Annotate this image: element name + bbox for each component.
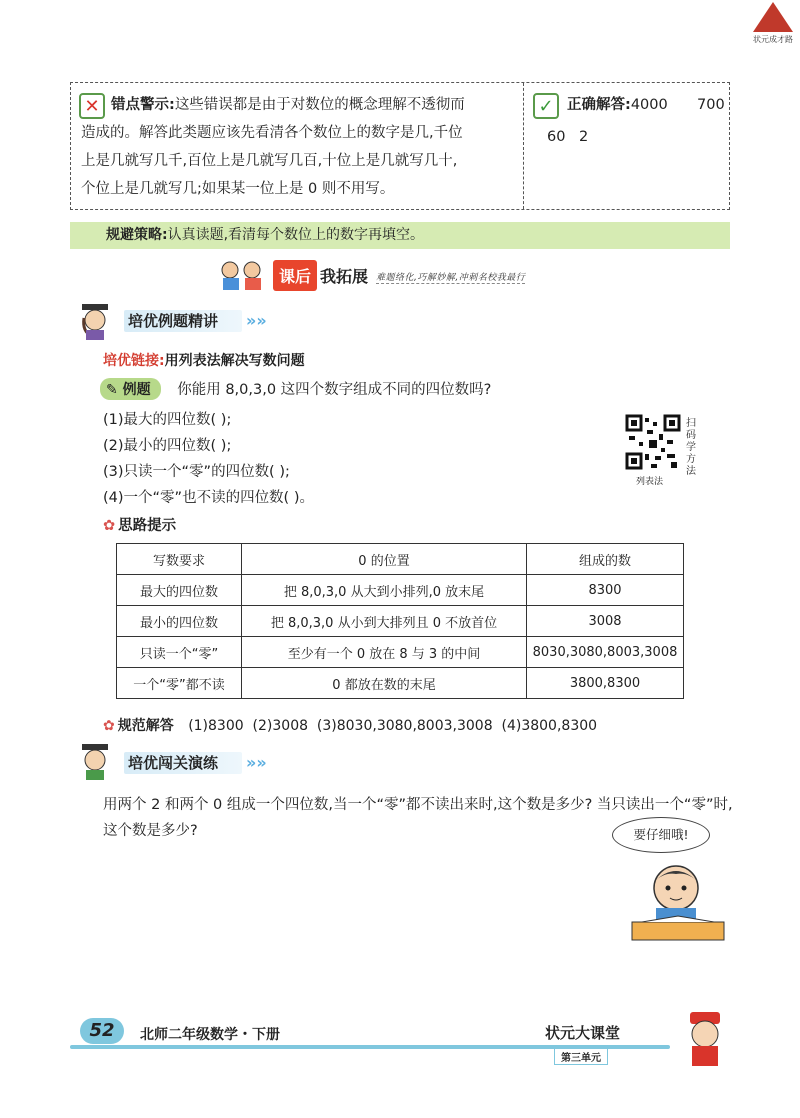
banner-title: 我拓展 <box>320 267 369 286</box>
extension-banner <box>218 256 588 296</box>
flower-icon: ✿ <box>103 718 115 734</box>
link-text: 用列表法解决写数问题 <box>164 353 305 369</box>
qr-side-text: 扫码学方法 <box>686 418 696 477</box>
flower-icon: ✿ <box>103 518 116 534</box>
link-label: 培优链接: <box>103 353 165 369</box>
table-cell: 3800,8300 <box>527 668 684 699</box>
table-cell: 最小的四位数 <box>117 606 242 637</box>
error-text-2: 造成的。解答此类题应该先看清各个数位上的数字是几,千位 <box>81 125 463 141</box>
table-cell: 最大的四位数 <box>117 575 242 606</box>
brand-name: 状元大课堂 <box>545 1024 621 1042</box>
error-warning-box <box>70 82 730 210</box>
table-cell: 8030,3080,8003,3008 <box>527 637 684 668</box>
correct-b: 700 <box>697 97 725 113</box>
table-header-row <box>117 544 684 575</box>
student-avatar-icon <box>74 742 122 782</box>
link-line <box>103 350 305 370</box>
table-cell: 3008 <box>527 606 684 637</box>
table-row <box>117 575 684 606</box>
teacher-avatar-icon <box>74 302 122 342</box>
publisher-logo <box>748 2 798 48</box>
question-item-4: (4)一个“零”也不读的四位数( )。 <box>103 490 314 506</box>
banner-tag: 课后 <box>273 260 317 291</box>
table-header: 写数要求 <box>117 544 242 575</box>
book-title: 北师二年级数学・下册 <box>140 1027 280 1043</box>
cross-icon: ✕ <box>79 93 105 119</box>
practice-question: 用两个 2 和两个 0 组成一个四位数,当一个“零”都不读出来时,这个数是多少? 当只读出一个“零”时,这个数是多少? <box>103 797 733 839</box>
speech-bubble: 要仔细哦! <box>612 817 710 853</box>
error-text-4: 个位上是几就写几;如果某一位上是 0 则不用写。 <box>81 181 395 197</box>
table-header: 0 的位置 <box>242 544 527 575</box>
table-cell: 0 都放在数的末尾 <box>242 668 527 699</box>
strategy-bar <box>70 222 730 249</box>
table-row <box>117 606 684 637</box>
table-cell: 至少有一个 0 放在 8 与 3 的中间 <box>242 637 527 668</box>
example-line <box>100 378 491 400</box>
page-number: 52 <box>80 1018 124 1044</box>
strategy-label: 规避策略: <box>106 227 168 243</box>
section-title-example: 培优例题精讲 <box>124 310 242 332</box>
banner-motto: 难题络化,巧解妙解,冲刺名校我最行 <box>376 270 525 284</box>
pencil-icon: ✎ <box>106 382 118 398</box>
example-badge: 例题 <box>122 382 151 398</box>
correct-title: 正确解答: <box>567 97 631 113</box>
correct-c: 60 <box>547 129 566 145</box>
table-cell: 一个“零”都不读 <box>117 668 242 699</box>
hint-title: 思路提示 <box>118 518 177 534</box>
table-cell: 8300 <box>527 575 684 606</box>
check-icon: ✓ <box>533 93 559 119</box>
answer-label: 规范解答 <box>117 718 174 734</box>
unit-label: 第三单元 <box>554 1048 608 1065</box>
logo-caption: 状元成才路 <box>753 35 793 44</box>
chevron-right-icon: »» <box>246 311 267 330</box>
error-text-1: 这些错误都是由于对数位的概念理解不透彻而 <box>174 97 465 113</box>
table-row <box>117 668 684 699</box>
example-question: 你能用 8,0,3,0 这四个数字组成不同的四位数吗? <box>177 382 492 398</box>
table-cell: 把 8,0,3,0 从小到大排列且 0 不放首位 <box>242 606 527 637</box>
strategy-text: 认真读题,看清每个数位上的数字再填空。 <box>167 227 425 243</box>
table-cell: 把 8,0,3,0 从大到小排列,0 放末尾 <box>242 575 527 606</box>
boy-reading-icon <box>626 858 728 942</box>
section-title-practice: 培优闯关演练 <box>124 752 242 774</box>
correct-d: 2 <box>579 129 589 145</box>
error-text-3: 上是几就写几千,百位上是几就写几百,十位上是几就写几十, <box>81 153 458 169</box>
table-cell: 只读一个“零” <box>117 637 242 668</box>
answer-text: (1)8300 (2)3008 (3)8030,3080,8003,3008 (4)3800,8300 <box>188 718 598 734</box>
kids-illustration-icon <box>218 258 268 292</box>
box-divider <box>523 83 524 209</box>
solution-table <box>116 543 684 699</box>
table-header: 组成的数 <box>527 544 684 575</box>
qr-caption: 列表法 <box>636 477 664 487</box>
question-item-2: (2)最小的四位数( ); <box>103 438 232 454</box>
flame-icon <box>753 2 793 32</box>
error-title: 错点警示: <box>111 97 175 113</box>
chevron-right-icon: »» <box>246 753 267 772</box>
question-item-1: (1)最大的四位数( ); <box>103 412 232 428</box>
mascot-icon <box>682 1010 728 1070</box>
qr-code-icon[interactable] <box>625 414 681 470</box>
question-item-3: (3)只读一个“零”的四位数( ); <box>103 464 290 480</box>
table-row <box>117 637 684 668</box>
standard-answer <box>103 715 597 735</box>
correct-a: 4000 <box>630 97 668 113</box>
